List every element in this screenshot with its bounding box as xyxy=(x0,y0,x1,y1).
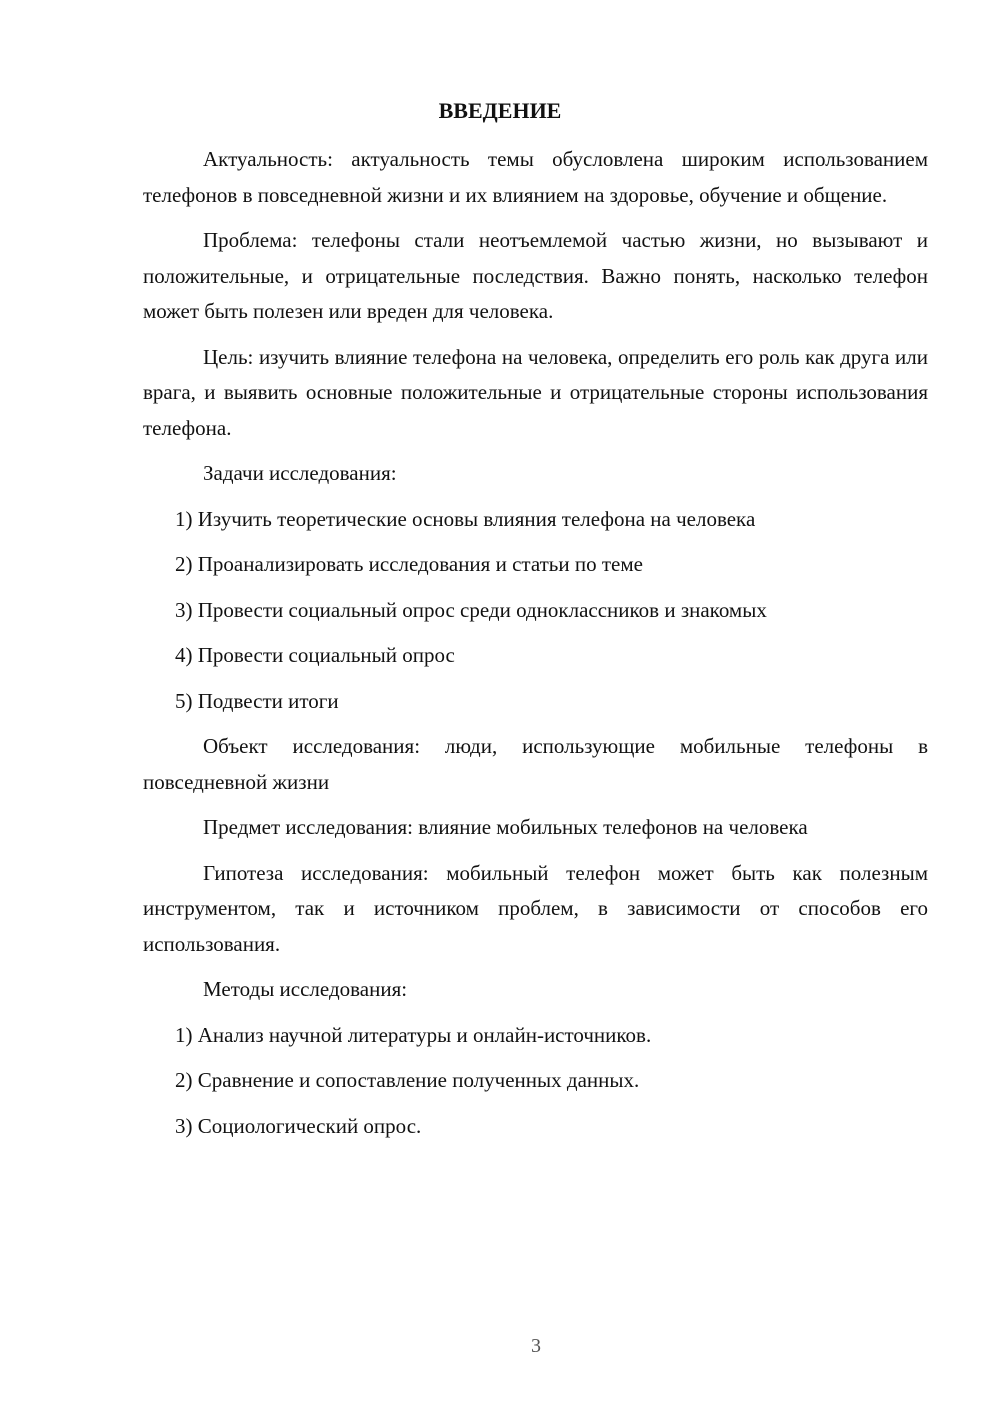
task-item: 1) Изучить теоретические основы влияния телефона на человека xyxy=(175,506,756,531)
task-item: 2) Проанализировать исследования и статьи по теме xyxy=(175,552,643,576)
method-item: 3) Социологический опрос. xyxy=(175,1113,422,1138)
task-item: 4) Провести социальный опрос xyxy=(175,643,455,667)
method-item: 2) Сравнение и сопоставление полученных данных. xyxy=(175,1068,640,1092)
goal-paragraph: Цель: изучить влияние телефона на человека, определить его роль как друга или врага, и выявить основные положительные и отрицательные стороны использования телефона. xyxy=(143,344,928,440)
problem-paragraph: Проблема: телефоны стали неотъемлемой частью жизни, но вызывают и положительные, и отрицательные последствия. Важно понять, насколько телефон может быть полезен или вреден для человека. xyxy=(143,228,928,323)
subject-paragraph: Предмет исследования: влияние мобильных телефонов на человека xyxy=(203,815,808,839)
hypothesis-paragraph: Гипотеза исследования: мобильный телефон может быть как полезным инструментом, так и источником проблем, в зависимости от способов его использования. xyxy=(143,860,928,956)
method-item: 1) Анализ научной литературы и онлайн-источников. xyxy=(175,1022,652,1047)
relevance-paragraph: Актуальность: актуальность темы обусловлена широким использованием телефонов в повседневной жизни и их влиянием на здоровье, обучение и общение. xyxy=(143,147,928,207)
methods-heading: Методы исследования: xyxy=(203,977,408,1001)
object-paragraph: Объект исследования: люди, использующие мобильные телефоны в повседневной жизни xyxy=(143,734,928,794)
page-number: 3 xyxy=(531,1335,541,1357)
task-item: 5) Подвести итоги xyxy=(175,688,339,713)
task-item: 3) Провести социальный опрос среди одноклассников и знакомых xyxy=(175,597,767,622)
body-text xyxy=(143,142,928,1154)
page-title: ВВЕДЕНИЕ xyxy=(438,98,562,123)
tasks-heading: Задачи исследования: xyxy=(203,461,397,485)
